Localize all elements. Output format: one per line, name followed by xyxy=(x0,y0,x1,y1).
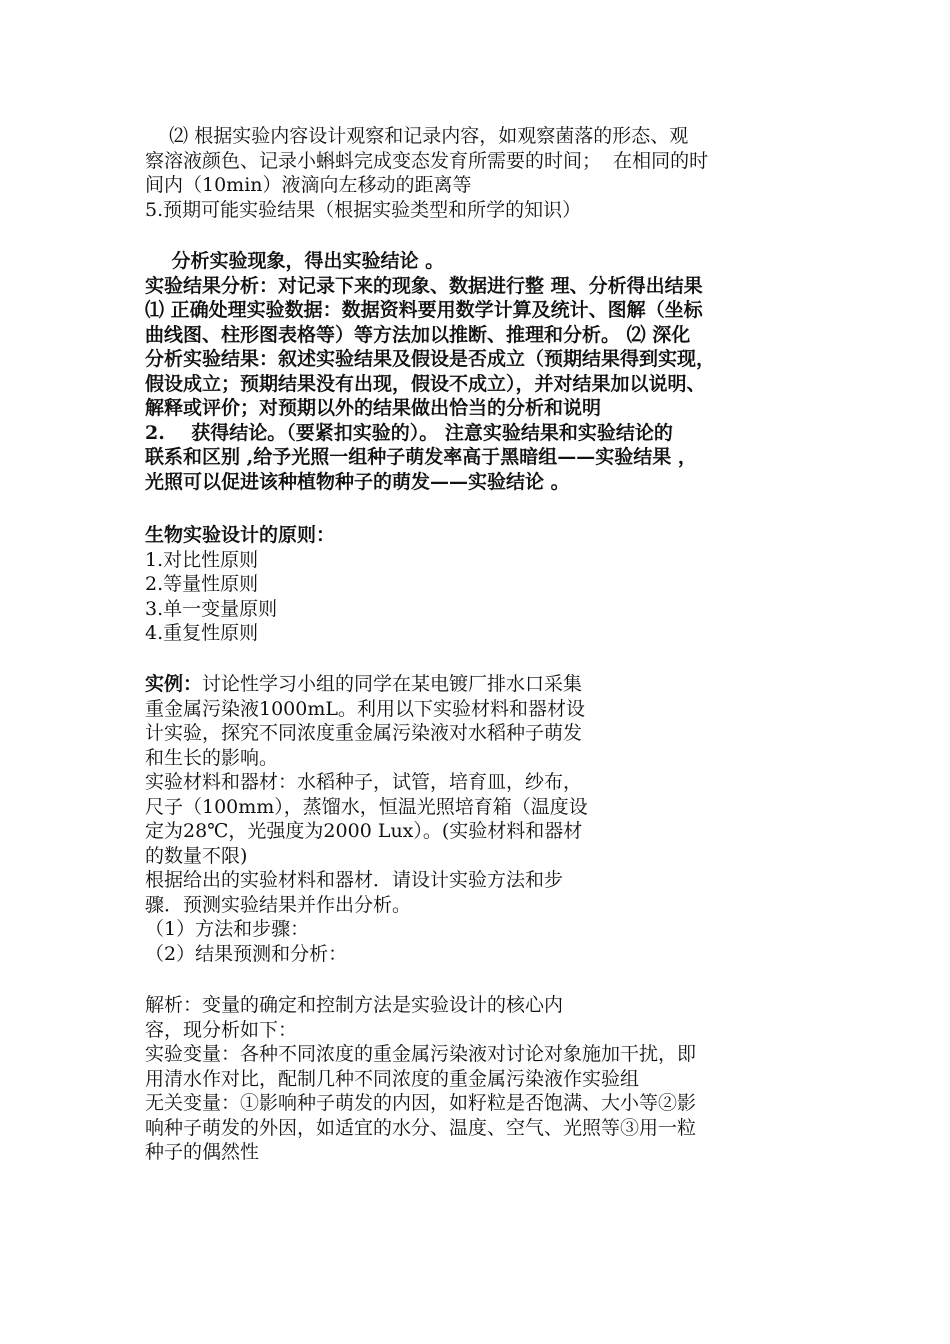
text-line: 2. 获得结论。（要紧扣实验的）。 注意实验结果和实验结论的 xyxy=(145,421,673,444)
text-line: 和生长的影响。 xyxy=(145,746,279,769)
example-first-line xyxy=(145,672,810,697)
text-line: 实验结果分析：对记录下来的现象、数据进行整 理、分析得出结果 xyxy=(145,274,703,297)
principle-item: 1.对比性原则 xyxy=(145,548,259,571)
text-line: 5.预期可能实验结果（根据实验类型和所学的知识） xyxy=(145,198,582,221)
example-label: 实例： xyxy=(145,673,203,695)
text-line: （1）方法和步骤： xyxy=(145,918,310,940)
text-line: 假设成立；预期结果没有出现，假设不成立），并对结果加以说明、 xyxy=(145,372,706,395)
section-result-analysis xyxy=(145,249,810,494)
text-line: 间内（10min）液滴向左移动的距离等 xyxy=(145,174,472,196)
text-line: 响种子萌发的外因，如适宜的水分、温度、空气、光照等③用一粒 xyxy=(145,1116,697,1139)
text-line: 种子的偶然性 xyxy=(145,1141,260,1163)
section-analysis xyxy=(145,993,810,1165)
text-line: 无关变量：①影响种子萌发的内因，如籽粒是否饱满、大小等②影 xyxy=(145,1092,697,1114)
text-line: 容，现分析如下： xyxy=(145,1018,298,1041)
text-line: 尺子（100mm），蒸馏水，恒温光照培育箱（温度设 xyxy=(145,795,588,818)
text-line: 的数量不限) xyxy=(145,844,248,867)
text-line: 实验材料和器材：水稻种子，试管，培育皿，纱布， xyxy=(145,771,583,793)
principle-item: 2.等量性原则 xyxy=(145,573,259,595)
principle-item: 3.单一变量原则 xyxy=(145,597,278,620)
text-line: ⑴ 正确处理实验数据：数据资料要用数学计算及统计、图解（坐标 xyxy=(145,299,703,321)
text-line: ⑵ 根据实验内容设计观察和记录内容，如观察菌落的形态、观 xyxy=(145,125,689,147)
principle-item: 4.重复性原则 xyxy=(145,622,259,644)
text-line: 根据给出的实验材料和器材．请设计实验方法和步 xyxy=(145,869,564,891)
example-first-line-text: 讨论性学习小组的同学在某电镀厂排水口采集 xyxy=(202,673,583,695)
text-line: 曲线图、柱形图表格等）等方法加以推断、推理和分析。 ⑵ 深化 xyxy=(145,323,691,346)
text-line: 光照可以促进该种植物种子的萌发——实验结论 。 xyxy=(145,470,570,493)
section-observation-design xyxy=(145,124,810,222)
text-line: （2）结果预测和分析： xyxy=(145,942,348,965)
section-design-principles xyxy=(145,523,810,646)
text-line: 重金属污染液1000mL。利用以下实验材料和器材设 xyxy=(145,697,585,720)
text-line: 分析实验结果：叙述实验结果及假设是否成立（预期结果得到实现， xyxy=(145,348,716,370)
text-line: 解释或评价；对预期以外的结果做出恰当的分析和说明 xyxy=(145,397,602,419)
principles-title: 生物实验设计的原则： xyxy=(145,524,336,546)
text-line: 察溶液颜色、记录小蝌蚪完成变态发育所需要的时间； 在相同的时 xyxy=(145,149,709,172)
text-line: 计实验，探究不同浓度重金属污染液对水稻种子萌发 xyxy=(145,722,583,744)
text-line: 实验变量：各种不同浓度的重金属污染液对讨论对象施加干扰，即 xyxy=(145,1043,697,1065)
text-line: 骤．预测实验结果并作出分析。 xyxy=(145,893,412,916)
text-line: 定为28℃，光强度为2000 Lux）。(实验材料和器材 xyxy=(145,820,583,842)
text-line: 解析：变量的确定和控制方法是实验设计的核心内 xyxy=(145,994,564,1016)
section-example xyxy=(145,672,810,966)
section-heading: 分析实验现象，得出实验结论 。 xyxy=(145,250,445,272)
text-line: 联系和区别 ,给予光照一组种子萌发率高于黑暗组——实验结果 ， xyxy=(145,446,697,468)
text-line: 用清水作对比，配制几种不同浓度的重金属污染液作实验组 xyxy=(145,1067,640,1090)
